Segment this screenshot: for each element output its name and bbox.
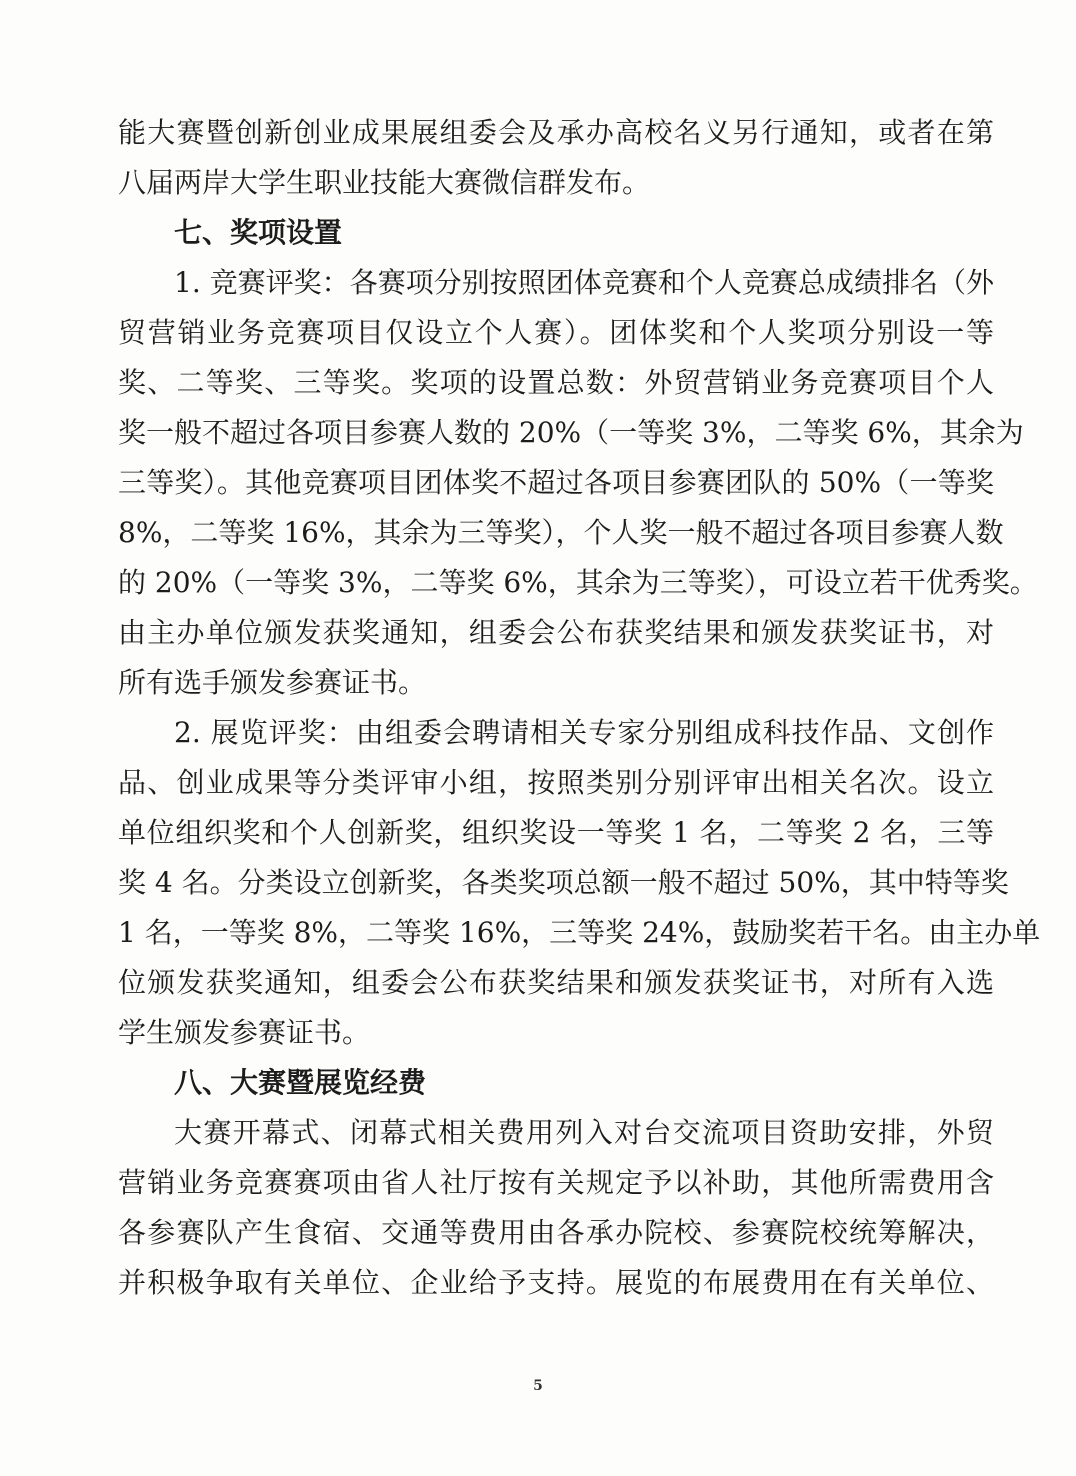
- document-body: [118, 108, 1041, 1308]
- body-line: 的 20%（一等奖 3%，二等奖 6%，其余为三等奖），可设立若干优秀奖。: [118, 566, 1038, 599]
- body-line: 由主办单位颁发获奖通知，组委会公布获奖结果和颁发获奖证书，对: [118, 616, 994, 649]
- page-number: 5: [533, 1378, 543, 1394]
- body-line: 能大赛暨创新创业成果展组委会及承办高校名义另行通知，或者在第: [118, 116, 994, 149]
- body-line: 2. 展览评奖：由组委会聘请相关专家分别组成科技作品、文创作: [174, 716, 994, 749]
- section-heading: 七、奖项设置: [174, 216, 343, 249]
- body-line: 学生颁发参赛证书。: [118, 1016, 371, 1049]
- body-line: 营销业务竞赛赛项由省人社厅按有关规定予以补助，其他所需费用含: [118, 1166, 994, 1199]
- body-line: 位颁发获奖通知，组委会公布获奖结果和颁发获奖证书，对所有入选: [118, 966, 994, 999]
- body-line: 所有选手颁发参赛证书。: [118, 666, 427, 699]
- body-line: 贸营销业务竞赛项目仅设立个人赛）。团体奖和个人奖项分别设一等: [118, 316, 994, 349]
- section-heading: 八、大赛暨展览经费: [174, 1066, 427, 1099]
- body-line: 1. 竞赛评奖：各赛项分别按照团体竞赛和个人竞赛总成绩排名（外: [174, 266, 994, 299]
- body-line: 八届两岸大学生职业技能大赛微信群发布。: [118, 166, 651, 199]
- body-line: 三等奖）。其他竞赛项目团体奖不超过各项目参赛团队的 50%（一等奖: [118, 466, 994, 499]
- body-line: 大赛开幕式、闭幕式相关费用列入对台交流项目资助安排，外贸: [174, 1116, 994, 1149]
- body-line: 奖一般不超过各项目参赛人数的 20%（一等奖 3%，二等奖 6%，其余为: [118, 416, 1024, 449]
- body-line: 1 名，一等奖 8%，二等奖 16%，三等奖 24%，鼓励奖若干名。由主办单: [118, 916, 1041, 949]
- body-line: 并积极争取有关单位、企业给予支持。展览的布展费用在有关单位、: [118, 1266, 994, 1299]
- body-line: 8%，二等奖 16%，其余为三等奖），个人奖一般不超过各项目参赛人数: [118, 516, 1004, 549]
- body-line: 品、创业成果等分类评审小组，按照类别分别评审出相关名次。设立: [118, 766, 994, 799]
- body-line: 奖 4 名。分类设立创新奖，各类奖项总额一般不超过 50%，其中特等奖: [118, 866, 1009, 899]
- body-line: 各参赛队产生食宿、交通等费用由各承办院校、参赛院校统筹解决，: [118, 1216, 994, 1249]
- body-line: 奖、二等奖、三等奖。奖项的设置总数：外贸营销业务竞赛项目个人: [118, 366, 994, 399]
- body-line: 单位组织奖和个人创新奖，组织奖设一等奖 1 名，二等奖 2 名，三等: [118, 816, 994, 849]
